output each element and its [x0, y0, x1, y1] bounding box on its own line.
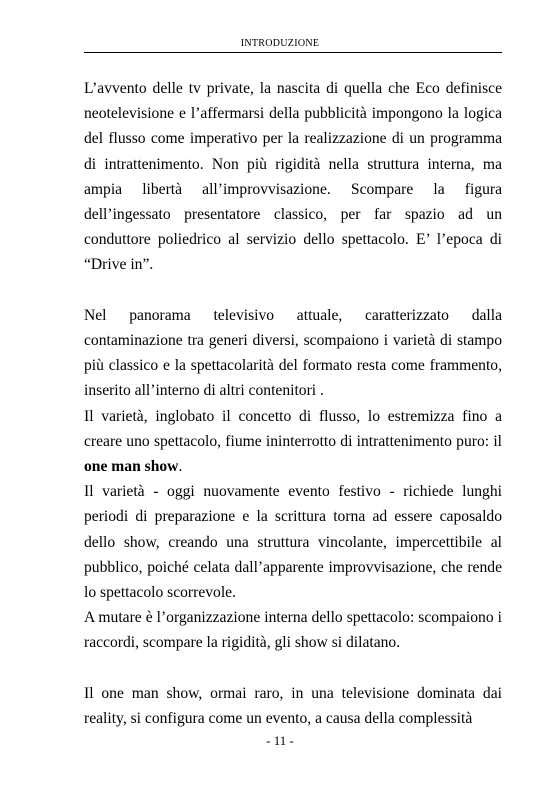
paragraph-2: Nel panorama televisivo attuale, caratterizzato dalla contaminazione tra generi diversi, scompaiono i varietà di stampo più classico e la spettacolarità del formato resta come frammento, inserito all’interno di altri contenitori . [84, 306, 502, 400]
paragraph-3 [84, 404, 502, 480]
paragraph-3-text: Il varietà, inglobato il concetto di flusso, lo estremizza fino a creare uno spettacolo, fiume ininterrotto di intrattenimento puro: il [84, 407, 502, 450]
header-rule [84, 52, 502, 53]
running-header-title: INTRODUZIONE [240, 38, 320, 49]
body-text [84, 76, 502, 731]
one-man-show-emphasis: one man show [84, 458, 179, 476]
page-number: - 11 - [266, 733, 294, 748]
paragraph-4: Il varietà - oggi nuovamente evento festivo - richiede lunghi periodi di preparazione e la scrittura torna ad essere caposaldo dello show, creando una struttura vincolante, impercettibile al pubblico, poiché celata dall’apparente improvvisazione, che rende lo spettacolo scorrevole. [84, 483, 502, 602]
paragraph-3-end: . [178, 458, 183, 476]
paragraph-5: A mutare è l’organizzazione interna dello spettacolo: scompaiono i raccordi, scompare la rigidità, gli show si dilatano. [84, 609, 502, 652]
paragraph-1: L’avvento delle tv private, la nascita di quella che Eco definisce neotelevisione e l’affermarsi della pubblicità impongono la logica del flusso come imperativo per la realizzazione di un programma di intrattenimento. Non più rigidità nella struttura interna, ma ampia libertà all’improvvisazione. Scompare la figura dell’ingessato presentatore classico, per far spazio ad un conduttore poliedrico al servizio dello spettacolo. E’ l’epoca di “Drive in”. [84, 80, 502, 274]
paragraph-6: Il one man show, ormai raro, in una televisione dominata dai reality, si configura come un evento, a causa della complessità [84, 684, 502, 728]
